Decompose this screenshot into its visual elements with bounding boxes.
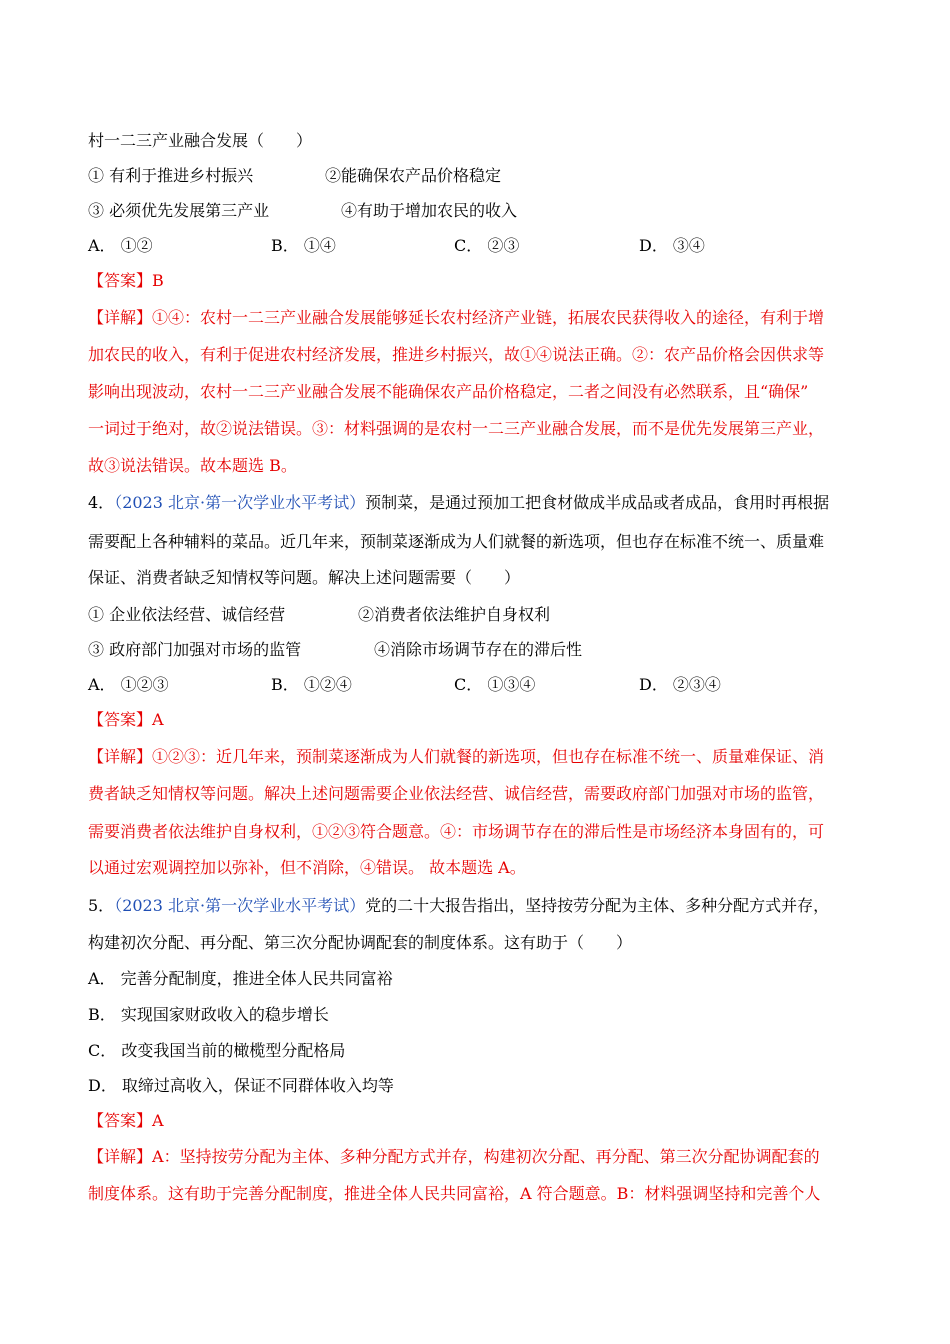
q5-detail-line-1: 【详解】A：坚持按劳分配为主体、多种分配方式并存，构建初次分配、再分配、第三次分配协调配套的 (88, 1147, 820, 1166)
q5-option-d: D． 取缔过高收入，保证不同群体收入均等 (88, 1076, 394, 1095)
q3-option-a: A． ①② (88, 236, 153, 255)
q4-option-a: A． ①②③ (88, 675, 169, 694)
q3-items-row2 (88, 201, 517, 221)
q3-item-1: ① 有利于推进乡村振兴 (88, 166, 254, 185)
q3-option-d: D． ③④ (639, 236, 705, 255)
q4-detail-line-1: 【详解】①②③：近几年来，预制菜逐渐成为人们就餐的新选项，但也存在标准不统一、质量难保证、消 (88, 747, 825, 766)
answer-label: 【答案】 (88, 710, 153, 729)
q4-stem-line-2: 需要配上各种辅料的菜品。近几年来，预制菜逐渐成为人们就餐的新选项，但也存在标准不统一、质量难 (88, 532, 825, 551)
q4-detail-line-3: 需要消费者依法维护自身权利，①②③符合题意。④：市场调节存在的滞后性是市场经济本身固有的，可 (88, 822, 825, 841)
q3-options (88, 236, 705, 256)
q4-stem-line-1: 4．（2023 北京·第一次学业水平考试）预制菜，是通过预加工把食材做成半成品或者成品，食用时再根据 (88, 493, 830, 512)
question-source: （2023 北京·第一次学业水平考试） (114, 896, 366, 915)
q4-item-1: ① 企业依法经营、诚信经营 (88, 605, 286, 624)
q3-detail-line-1: 【详解】①④：农村一二三产业融合发展能够延长农村经济产业链，拓展农民获得收入的途径，有利于增 (88, 308, 825, 327)
answer-value: B (152, 271, 164, 290)
answer-value: A (152, 710, 164, 729)
answer-label: 【答案】 (88, 1111, 153, 1130)
answer-value: A (152, 1111, 164, 1130)
detail-label: 【详解】 (88, 308, 153, 327)
q4-stem-line-3: 保证、消费者缺乏知情权等问题。解决上述问题需要（ ） (88, 568, 521, 587)
q4-items-row2 (88, 640, 582, 660)
q3-option-b: B． ①④ (271, 236, 336, 255)
q5-option-a: A． 完善分配制度，推进全体人民共同富裕 (88, 969, 393, 988)
q3-stem: 村一二三产业融合发展（ ） (88, 131, 313, 150)
q3-item-3: ③ 必须优先发展第三产业 (88, 201, 270, 220)
q3-detail-line-3: 影响出现波动，农村一二三产业融合发展不能确保农产品价格稳定，二者之间没有必然联系，且“确保” (88, 382, 809, 401)
q3-detail-line-2: 加农民的收入，有利于促进农村经济发展，推进乡村振兴，故①④说法正确。②：农产品价格会因供求等 (88, 345, 825, 364)
q4-option-c: C． ①③④ (454, 675, 536, 694)
q5-detail-line-2: 制度体系。这有助于完善分配制度，推进全体人民共同富裕，A 符合题意。B：材料强调坚持和完善个人 (88, 1184, 821, 1203)
question-number: 5． (88, 896, 115, 915)
q4-items-row1 (88, 605, 550, 625)
answer-label: 【答案】 (88, 271, 153, 290)
q3-item-2: ②能确保农产品价格稳定 (325, 166, 502, 185)
q3-option-c: C． ②③ (454, 236, 520, 255)
q5-option-c: C． 改变我国当前的橄榄型分配格局 (88, 1041, 346, 1060)
q3-item-4: ④有助于增加农民的收入 (341, 201, 518, 220)
q4-answer (88, 710, 164, 730)
q5-stem-line-1: 5．（2023 北京·第一次学业水平考试）党的二十大报告指出，坚持按劳分配为主体、多种分配方式并存， (88, 896, 830, 915)
q4-option-d: D． ②③④ (639, 675, 721, 694)
q3-detail-line-5: 故③说法错误。故本题选 B。 (88, 456, 297, 475)
detail-label: 【详解】 (88, 747, 153, 766)
q4-options (88, 675, 721, 695)
question-number: 4． (88, 493, 115, 512)
q4-item-3: ③ 政府部门加强对市场的监管 (88, 640, 302, 659)
q4-detail-line-2: 费者缺乏知情权等问题。解决上述问题需要企业依法经营、诚信经营，需要政府部门加强对市场的监管， (88, 784, 825, 803)
q4-item-4: ④消除市场调节存在的滞后性 (374, 640, 583, 659)
detail-label: 【详解】 (88, 1147, 153, 1166)
q4-item-2: ②消费者依法维护自身权利 (358, 605, 551, 624)
q3-answer (88, 271, 164, 291)
q4-detail-line-4: 以通过宏观调控加以弥补，但不消除，④错误。 故本题选 A。 (88, 858, 526, 877)
question-source: （2023 北京·第一次学业水平考试） (114, 493, 366, 512)
q3-detail-line-4: 一词过于绝对，故②说法错误。③：材料强调的是农村一二三产业融合发展，而不是优先发展第三产业， (88, 419, 825, 438)
q4-option-b: B． ①②④ (271, 675, 352, 694)
q5-option-b: B． 实现国家财政收入的稳步增长 (88, 1005, 329, 1024)
q5-answer (88, 1111, 164, 1131)
q3-items-row1 (88, 166, 501, 186)
q5-stem-line-2: 构建初次分配、再分配、第三次分配协调配套的制度体系。这有助于（ ） (88, 933, 633, 952)
